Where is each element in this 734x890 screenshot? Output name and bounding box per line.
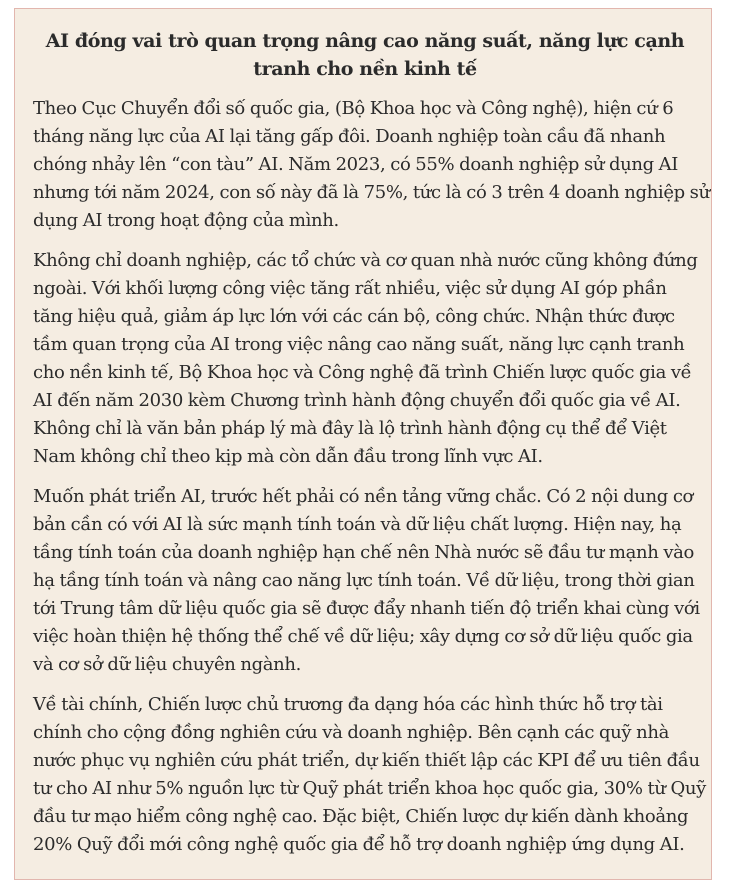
article-paragraph-3: Muốn phát triển AI, trước hết phải có nền tảng vững chắc. Có 2 nội dung cơ bản cần có với AI là sức mạnh tính toán và dữ liệu chất lượng. Hiện nay, hạ tầng tính toán của doanh nghiệp hạn chế nên Nhà nước sẽ đầu tư mạnh vào hạ tầng tính toán và nâng cao năng lực tính toán. Về dữ liệu, trong thời gian tới Trung tâm dữ liệu quốc gia sẽ được đẩy nhanh tiến độ triển khai cùng với việc hoàn thiện hệ thống thể chế về dữ liệu; xây dựng cơ sở dữ liệu quốc gia và cơ sở dữ liệu chuyên ngành.: [33, 486, 700, 675]
article-paragraph-1: Theo Cục Chuyển đổi số quốc gia, (Bộ Khoa học và Công nghệ), hiện cứ 6 tháng năng lực của AI lại tăng gấp đôi. Doanh nghiệp toàn cầu đã nhanh chóng nhảy lên “con tàu” AI. Năm 2023, có 55% doanh nghiệp sử dụng AI nhưng tới năm 2024, con số này đã là 75%, tức là có 3 trên 4 doanh nghiệp sử dụng AI trong hoạt động của mình.: [33, 98, 710, 231]
article-paragraph-2: Không chỉ doanh nghiệp, các tổ chức và cơ quan nhà nước cũng không đứng ngoài. Với khối lượng công việc tăng rất nhiều, việc sử dụng AI góp phần tăng hiệu quả, giảm áp lực lớn với các cán bộ, công chức. Nhận thức được tầm quan trọng của AI trong việc nâng cao năng suất, năng lực cạnh tranh cho nền kinh tế, Bộ Khoa học và Công nghệ đã trình Chiến lược quốc gia về AI đến năm 2030 kèm Chương trình hành động chuyển đổi quốc gia về AI. Không chỉ là văn bản pháp lý mà đây là lộ trình hành động cụ thể để Việt Nam không chỉ theo kịp mà còn dẫn đầu trong lĩnh vực AI.: [33, 250, 698, 467]
article-box: [14, 8, 712, 880]
article-title: AI đóng vai trò quan trọng nâng cao năng suất, năng lực cạnh tranh cho nền kinh tế: [45, 30, 685, 80]
article-paragraph-4: Về tài chính, Chiến lược chủ trương đa dạng hóa các hình thức hỗ trợ tài chính cho cộng đồng nghiên cứu và doanh nghiệp. Bên cạnh các quỹ nhà nước phục vụ nghiên cứu phát triển, dự kiến thiết lập các KPI để ưu tiên đầu tư cho AI như 5% nguồn lực từ Quỹ phát triển khoa học quốc gia, 30% từ Quỹ đầu tư mạo hiểm công nghệ cao. Đặc biệt, Chiến lược dự kiến dành khoảng 20% Quỹ đổi mới công nghệ quốc gia để hỗ trợ doanh nghiệp ứng dụng AI.: [33, 694, 706, 855]
